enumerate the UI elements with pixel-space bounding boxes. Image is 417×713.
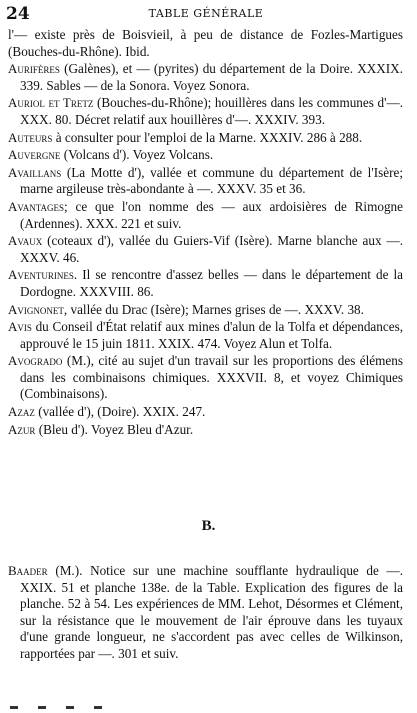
entry-text: (coteaux d'), vallée du Guiers-Vif (Isère). Marne blanche aux —. XXXV. 46. xyxy=(20,233,403,265)
entry-text: (Bouches-du-Rhône); houillères dans les communes d'—. XXX. 80. Décret relatif aux houillères d'—. XXXIV. 393. xyxy=(20,95,403,127)
index-entries-b xyxy=(8,563,403,664)
index-entry xyxy=(8,27,403,60)
index-entry xyxy=(8,422,403,439)
index-entry xyxy=(8,319,403,352)
entry-text: (Volcans d'). Voyez Volcans. xyxy=(60,147,214,163)
entry-headword: Avignonet xyxy=(8,301,64,317)
entry-text: (vallée d'), (Doire). XXIX. 247. xyxy=(34,404,206,420)
index-entry xyxy=(8,199,403,232)
section-letter: B. xyxy=(201,518,216,534)
entry-headword: Avogrado xyxy=(8,353,63,369)
entry-headword: Avantages xyxy=(8,198,65,214)
index-entry xyxy=(8,353,403,403)
entry-headword: Aventurines xyxy=(8,267,74,283)
entry-text: . Il se rencontre d'assez belles — dans le département de la Dordogne. XXXVIII. 86. xyxy=(20,267,403,299)
entry-text: l'— existe près de Boisvieil, à peu de distance de Fozles-Martigues (Bouches-du-Rhône). Ibid. xyxy=(8,27,403,59)
index-entry xyxy=(8,61,403,94)
index-entry xyxy=(8,95,403,128)
entry-headword: Baader xyxy=(8,563,48,578)
entry-headword: Auteurs xyxy=(8,129,53,145)
entry-headword: Auvergne xyxy=(8,147,61,163)
entry-text: ; ce que l'on nomme des — aux ardoisières de Rimogne (Ardennes). XXX. 221 et suiv. xyxy=(20,198,403,231)
index-entry xyxy=(8,563,403,663)
entry-headword: Avis xyxy=(8,319,32,335)
entry-text: (M.), cité au sujet d'un travail sur les proportions des élémens dans les combinaisons chimiques. XXXVII. 8, et voyez Chimiques (Combinaisons). xyxy=(20,353,403,402)
entry-headword: Azur xyxy=(8,421,36,437)
entry-headword: Aurifères xyxy=(8,61,60,77)
index-entry xyxy=(8,233,403,266)
index-entry xyxy=(8,404,403,421)
entry-text: (Galènes), et — (pyrites) du département de la Doire. XXXIX. 339. Sables — de la Sonora. Voyez Sonora. xyxy=(20,61,403,93)
index-entry xyxy=(8,267,403,300)
entry-text: (M.). Notice sur une machine soufflante hydraulique de —. XXIX. 51 et planche 138e. de la Table. Explication des figures de la planche. 52 à 54. Les expériences de MM. Lehot, Désormes et Clément, sur la résistance que le mouvement de l'air éprouve dans les tuyaux d'une grande longueur, ne s'accordent pas avec celles de Wilkinson, rapportées par —. 301 et suiv. xyxy=(20,563,403,661)
entry-text: , vallée du Drac (Isère); Marnes grises de —. XXXV. 38. xyxy=(63,301,364,317)
entry-headword: Availlans xyxy=(8,164,62,180)
index-entry xyxy=(8,147,403,164)
index-entries-a xyxy=(8,27,403,439)
entry-text: à consulter pour l'emploi de la Marne. XXXIV. 286 à 288. xyxy=(52,129,363,145)
index-entry xyxy=(8,165,403,198)
entry-headword: Azaz xyxy=(8,404,35,420)
entry-text: du Conseil d'État relatif aux mines d'alun de la Tolfa et dépendances, approuvé le 15 juin 1811. XXIX. 474. Voyez Alun et Tolfa. xyxy=(20,319,403,351)
index-entry xyxy=(8,302,403,319)
entry-text: (Bleu d'). Voyez Bleu d'Azur. xyxy=(35,421,194,437)
bleed-through-marks xyxy=(0,694,417,700)
running-head: TABLE GÉNÉRALE xyxy=(148,7,264,20)
entry-headword: Auriol et Tretz xyxy=(8,95,94,111)
page-number: 24 xyxy=(6,4,30,24)
entry-text: (La Motte d'), vallée et commune du département de l'Isère; marne argileuse très-abondante à —. XXXV. 35 et 36. xyxy=(20,164,403,197)
page-header xyxy=(6,4,406,26)
entry-headword: Avaux xyxy=(8,233,43,249)
index-entry xyxy=(8,130,403,147)
